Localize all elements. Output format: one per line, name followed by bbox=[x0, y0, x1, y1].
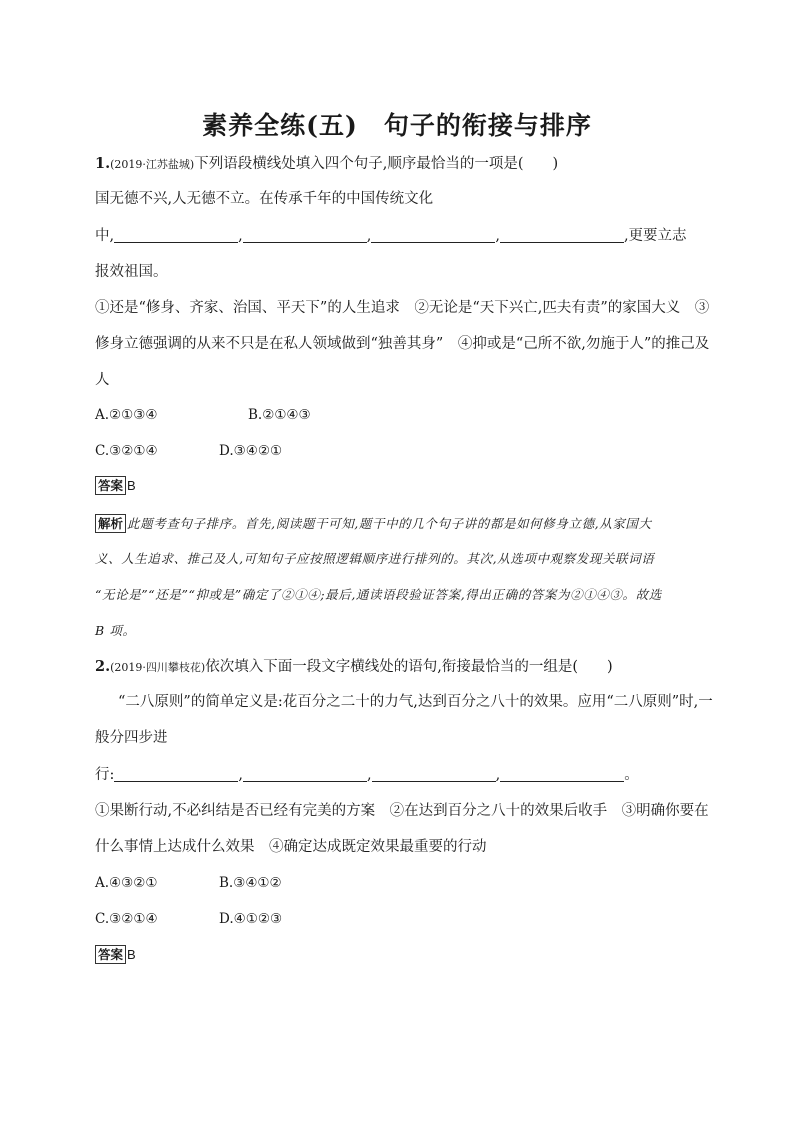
question-1-passage-line-3: 报效祖国。 bbox=[95, 264, 168, 280]
answer-value: B bbox=[127, 478, 136, 493]
question-2-number: 2. bbox=[95, 658, 111, 675]
fill-blank-1 bbox=[114, 228, 238, 243]
analysis-text: 此题考查句子排序。首先,阅读题干可知,题干中的几个句子讲的都是如何修身立德,从家国大 bbox=[127, 516, 652, 531]
comma: , bbox=[366, 228, 372, 244]
page-title: 素养全练(五) 句子的衔接与排序 bbox=[202, 111, 592, 140]
question-1-sentences-line-1: ①还是“修身、齐家、治国、平天下”的人生追求 ②无论是“天下兴亡,匹夫有责”的家国大义 ③ bbox=[95, 300, 710, 316]
question-2-option-d: D.④①②③ bbox=[219, 911, 283, 927]
question-1-text: 下列语段横线处填入四个句子,顺序最恰当的一项是( ) bbox=[194, 156, 559, 172]
question-1-sentences-line-2: 修身立德强调的从来不只是在私人领域做到“独善其身” ④抑或是“己所不欲,勿施于人”的推己及 bbox=[95, 336, 710, 352]
question-2-passage-line-2: 般分四步进 bbox=[95, 730, 168, 746]
question-2-source: (2019·四川攀枝花) bbox=[110, 661, 206, 674]
question-2-sentences-line-2: 什么事情上达成什么效果 ④确定达成既定效果最重要的行动 bbox=[95, 839, 487, 855]
question-1-analysis-line-1 bbox=[95, 514, 652, 534]
answer-value: B bbox=[127, 947, 136, 962]
question-2-answer bbox=[95, 945, 136, 965]
question-2-passage-line-3 bbox=[95, 765, 639, 785]
passage-text: ,更要立志 bbox=[623, 228, 687, 244]
question-2-text: 依次填入下面一段文字横线处的语句,衔接最恰当的一组是( ) bbox=[205, 659, 613, 675]
comma: , bbox=[238, 228, 243, 244]
answer-tag: 答案 bbox=[95, 945, 126, 964]
comma: , bbox=[495, 228, 500, 244]
passage-text: 行: bbox=[95, 767, 115, 783]
question-1-source: (2019·江苏盐城) bbox=[110, 158, 195, 171]
question-1-passage-line-1: 国无德不兴,人无德不立。在传承千年的中国传统文化 bbox=[95, 191, 434, 207]
question-1-answer bbox=[95, 476, 136, 496]
question-2-stem bbox=[95, 657, 613, 678]
fill-blank-3 bbox=[372, 767, 496, 782]
question-1-option-c: C.③②①④ bbox=[95, 443, 158, 459]
question-1-option-d: D.③④②① bbox=[219, 443, 283, 459]
fill-blank-4 bbox=[500, 767, 624, 782]
question-2-passage-line-1: “二八原则”的简单定义是:花百分之二十的力气,达到百分之八十的效果。应用“二八原则”时,一 bbox=[118, 694, 713, 710]
fill-blank-2 bbox=[243, 228, 367, 243]
question-2-sentences-line-1: ①果断行动,不必纠结是否已经有完美的方案 ②在达到百分之八十的效果后收手 ③明确你要在 bbox=[95, 803, 709, 819]
question-1-option-b: B.②①④③ bbox=[248, 407, 311, 423]
comma: , bbox=[238, 767, 243, 783]
comma: , bbox=[495, 767, 501, 783]
question-1-passage-line-2 bbox=[95, 226, 687, 246]
fill-blank-4 bbox=[500, 228, 624, 243]
question-1-analysis-line-3: “无论是”“还是”“抑或是”确定了②①④;最后,通读语段验证答案,得出正确的答案为②①④③。故选 bbox=[95, 587, 662, 602]
fill-blank-3 bbox=[371, 228, 495, 243]
question-1-analysis-line-2: 义、人生追求、推己及人,可知句子应按照逻辑顺序进行排列的。其次,从选项中观察发现关联词语 bbox=[95, 551, 655, 566]
question-1-option-a: A.②①③④ bbox=[95, 407, 158, 423]
question-2-option-c: C.③②①④ bbox=[95, 911, 158, 927]
passage-text: 中, bbox=[95, 228, 115, 244]
question-1-analysis-line-4: B 项。 bbox=[95, 623, 136, 638]
question-1-sentences-line-3: 人 bbox=[95, 372, 110, 388]
question-2-option-b: B.③④①② bbox=[219, 875, 282, 891]
answer-tag: 答案 bbox=[95, 476, 126, 495]
question-1-number: 1. bbox=[95, 155, 111, 172]
question-2-option-a: A.④③②① bbox=[95, 875, 158, 891]
passage-text: 。 bbox=[624, 767, 639, 783]
fill-blank-1 bbox=[114, 767, 238, 782]
question-1-stem bbox=[95, 154, 558, 175]
fill-blank-2 bbox=[243, 767, 367, 782]
comma: , bbox=[367, 767, 372, 783]
analysis-tag: 解析 bbox=[95, 514, 126, 533]
